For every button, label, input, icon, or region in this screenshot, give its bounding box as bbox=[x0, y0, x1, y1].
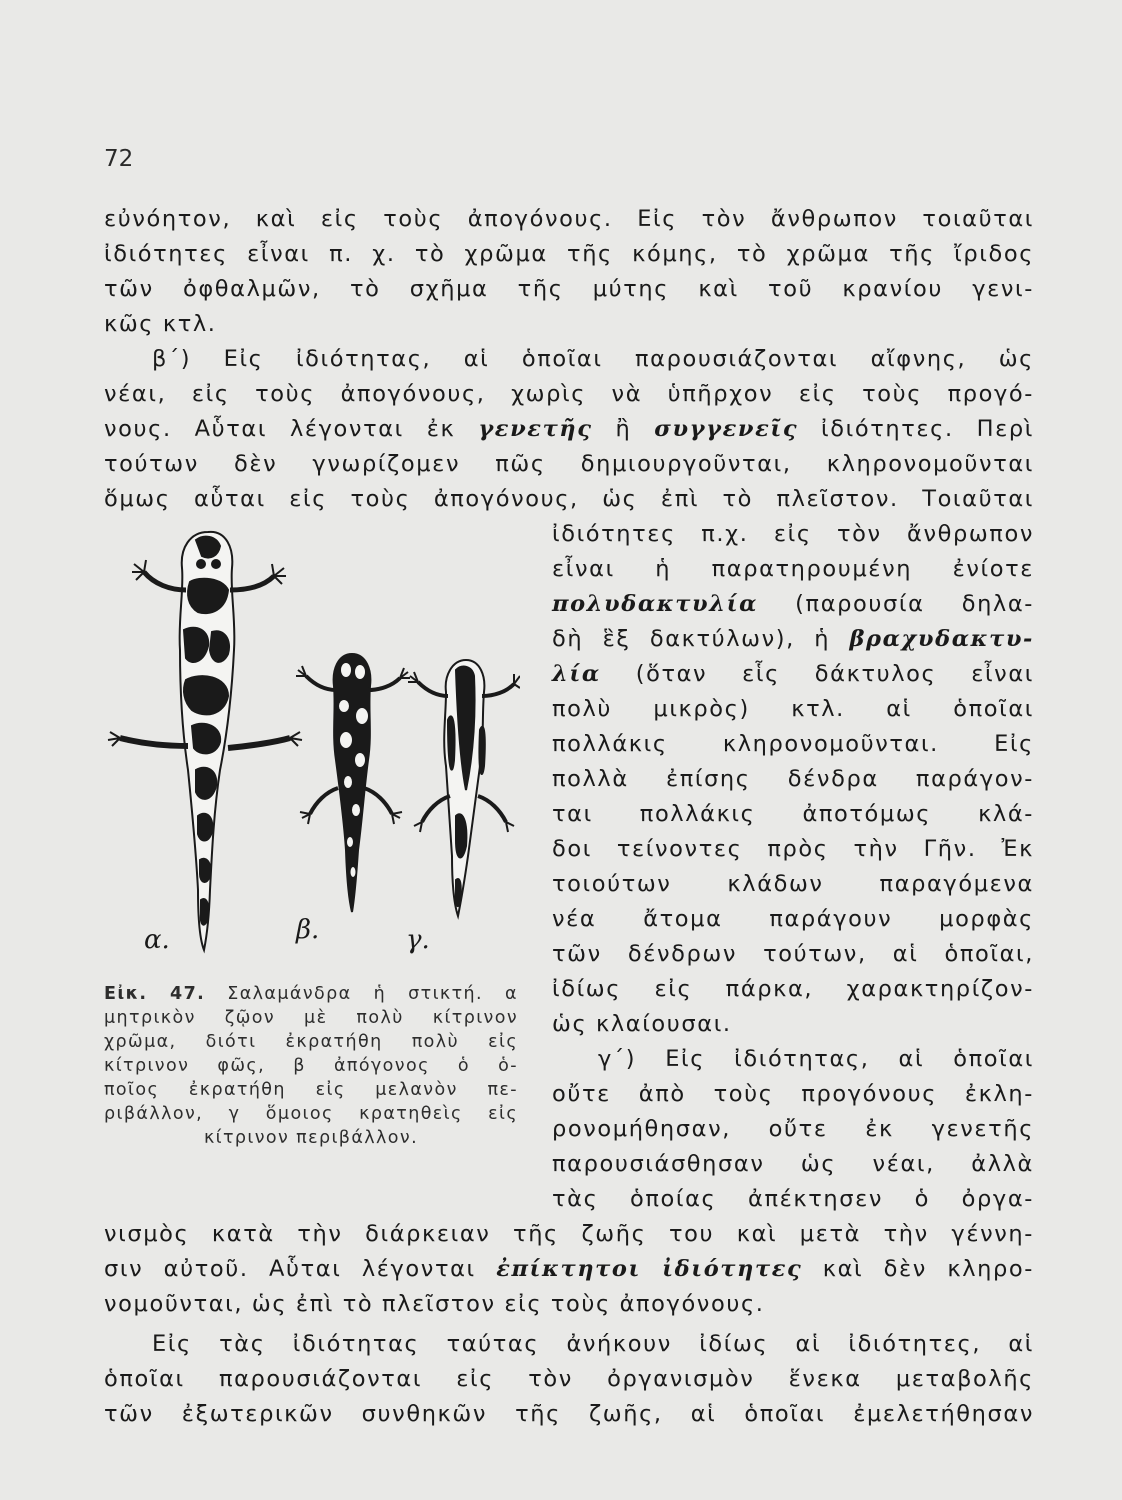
text-fragment: καὶ δὲν κληρο- bbox=[802, 1256, 1034, 1282]
text-line: ἰδιότητες π.χ. εἰς τὸν ἄνθρωπον bbox=[552, 521, 1034, 547]
caption-line: ριβάλλον, γ ὅμοιος κρατηθεὶς εἰς bbox=[104, 1104, 518, 1124]
text-line: τοιούτων κλάδων παραγόμενα bbox=[552, 871, 1034, 897]
text-line: παρουσιάσθησαν ὡς νέαι, ἀλλὰ bbox=[552, 1151, 1034, 1177]
salamander-figure bbox=[100, 520, 520, 960]
term-congenital: γενετῆς bbox=[478, 416, 593, 442]
text-line: τούτων δὲν γνωρίζομεν πῶς δημιουργοῦνται, κληρονομοῦνται bbox=[104, 451, 1034, 477]
text-line: γ΄) Εἰς ἰδιότητας, αἱ ὁποῖαι bbox=[598, 1046, 1034, 1072]
figure-label-b: β. bbox=[296, 915, 320, 945]
text-line: εἶναι ἡ παρατηρουμένη ἐνίοτε bbox=[552, 556, 1034, 582]
salamander-c bbox=[408, 660, 520, 916]
text-line: ρονομήθησαν, οὔτε ἐκ γενετῆς bbox=[552, 1116, 1034, 1142]
text-line bbox=[104, 414, 1034, 444]
text-line bbox=[552, 589, 1034, 619]
text-line bbox=[104, 1254, 1034, 1284]
term-polydactyly: πολυδακτυλία bbox=[552, 591, 758, 617]
text-line: νομοῦνται, ὡς ἐπὶ τὸ πλεῖστον εἰς τοὺς ἀπογόνους. bbox=[104, 1291, 765, 1317]
text-line: β΄) Εἰς ἰδιότητας, αἱ ὁποῖαι παρουσιάζονται αἴφνης, ὡς bbox=[152, 346, 1034, 372]
text-line: ὡς κλαίουσαι. bbox=[552, 1011, 732, 1037]
caption-line: ποῖος ἐκρατήθη εἰς μελανὸν πε- bbox=[104, 1080, 518, 1100]
caption-line: μητρικὸν ζῷον μὲ πολὺ κίτρινον bbox=[104, 1008, 518, 1028]
figure-label-c: γ. bbox=[406, 925, 430, 955]
text-line: πολὺ μικρὸς) κτλ. αἱ ὁποῖαι bbox=[552, 696, 1034, 722]
text-fragment: ἰδιότητες. Περὶ bbox=[798, 416, 1034, 442]
text-line: ται πολλάκις ἀποτόμως κλά- bbox=[552, 801, 1034, 827]
text-line: τῶν ὀφθαλμῶν, τὸ σχῆμα τῆς μύτης καὶ τοῦ κρανίου γενι- bbox=[104, 276, 1034, 302]
text-line: νισμὸς κατὰ τὴν διάρκειαν τῆς ζωῆς του καὶ μετὰ τὴν γέννη- bbox=[104, 1221, 1034, 1247]
text-line: πολλὰ ἐπίσης δένδρα παράγον- bbox=[552, 766, 1034, 792]
term-innate: συγγενεῖς bbox=[654, 416, 799, 442]
caption-text: Σαλαμάνδρα ἡ στικτή. α bbox=[205, 984, 518, 1004]
text-line: ἰδίως εἰς πάρκα, χαρακτηρίζον- bbox=[552, 976, 1034, 1002]
caption-line: χρῶμα, διότι ἐκρατήθη πολὺ εἰς bbox=[104, 1032, 518, 1052]
text-line: τῶν ἐξωτερικῶν συνθηκῶν τῆς ζωῆς, αἱ ὁποῖαι ἐμελετήθησαν bbox=[104, 1401, 1034, 1427]
text-fragment: (ὅταν εἷς δάκτυλος εἶναι bbox=[635, 661, 1034, 687]
text-line: νέαι, εἰς τοὺς ἀπογόνους, χωρὶς νὰ ὑπῆρχον εἰς τοὺς προγό- bbox=[104, 381, 1034, 407]
salamander-a bbox=[108, 532, 302, 950]
term-brachydactyly: βραχυδακτυ- bbox=[849, 626, 1034, 652]
text-fragment: δὴ ἓξ δακτύλων), ἡ bbox=[552, 626, 831, 652]
caption-line: κίτρινον φῶς, β ἀπόγονος ὁ ὁ- bbox=[104, 1056, 518, 1076]
text-line: Εἰς τὰς ἰδιότητας ταύτας ἀνήκουν ἰδίως αἱ ἰδιότητες, αἱ bbox=[152, 1331, 1034, 1357]
text-line: τὰς ὁποίας ἀπέκτησεν ὁ ὀργα- bbox=[552, 1186, 1034, 1212]
page-number: 72 bbox=[104, 146, 134, 172]
text-line: κῶς κτλ. bbox=[104, 311, 217, 337]
text-line: ὁποῖαι παρουσιάζονται εἰς τὸν ὀργανισμὸν ἕνεκα μεταβολῆς bbox=[104, 1366, 1034, 1392]
text-fragment: ἢ bbox=[592, 416, 655, 442]
caption-label: Εἰκ. 47. bbox=[104, 984, 206, 1004]
text-fragment: (παρουσία δηλα- bbox=[757, 591, 1034, 617]
term-brachydactyly-end: λία bbox=[552, 661, 601, 687]
text-line: πολλάκις κληρονομοῦνται. Εἰς bbox=[552, 731, 1034, 757]
salamander-illustration bbox=[100, 520, 520, 960]
caption-line bbox=[104, 982, 518, 1006]
text-line: οὔτε ἀπὸ τοὺς προγόνους ἐκλη- bbox=[552, 1081, 1034, 1107]
text-fragment: σιν αὐτοῦ. Αὗται λέγονται bbox=[104, 1256, 497, 1282]
text-line: εὐνόητον, καὶ εἰς τοὺς ἀπογόνους. Εἰς τὸν ἄνθρωπον τοιαῦται bbox=[104, 206, 1034, 232]
text-fragment: νους. Αὗται λέγονται ἐκ bbox=[104, 416, 479, 442]
text-line: ὅμως αὗται εἰς τοὺς ἀπογόνους, ὡς ἐπὶ τὸ πλεῖστον. Τοιαῦται bbox=[104, 486, 1034, 512]
figure-caption bbox=[104, 982, 518, 1150]
term-acquired-traits: ἐπίκτητοι ἰδιότητες bbox=[496, 1256, 803, 1282]
text-line: νέα ἄτομα παράγουν μορφὰς bbox=[552, 906, 1034, 932]
text-line: τῶν δένδρων τούτων, αἱ ὁποῖαι, bbox=[552, 941, 1034, 967]
text-line bbox=[552, 624, 1034, 654]
caption-line: κίτρινον περιβάλλον. bbox=[203, 1128, 419, 1148]
text-line: δοι τείνοντες πρὸς τὴν Γῆν. Ἐκ bbox=[552, 836, 1034, 862]
figure-label-a: α. bbox=[144, 925, 170, 955]
text-line bbox=[552, 659, 1034, 689]
salamander-b bbox=[296, 654, 410, 912]
text-line: ἰδιότητες εἶναι π. χ. τὸ χρῶμα τῆς κόμης, τὸ χρῶμα τῆς ἴριδος bbox=[104, 241, 1034, 267]
